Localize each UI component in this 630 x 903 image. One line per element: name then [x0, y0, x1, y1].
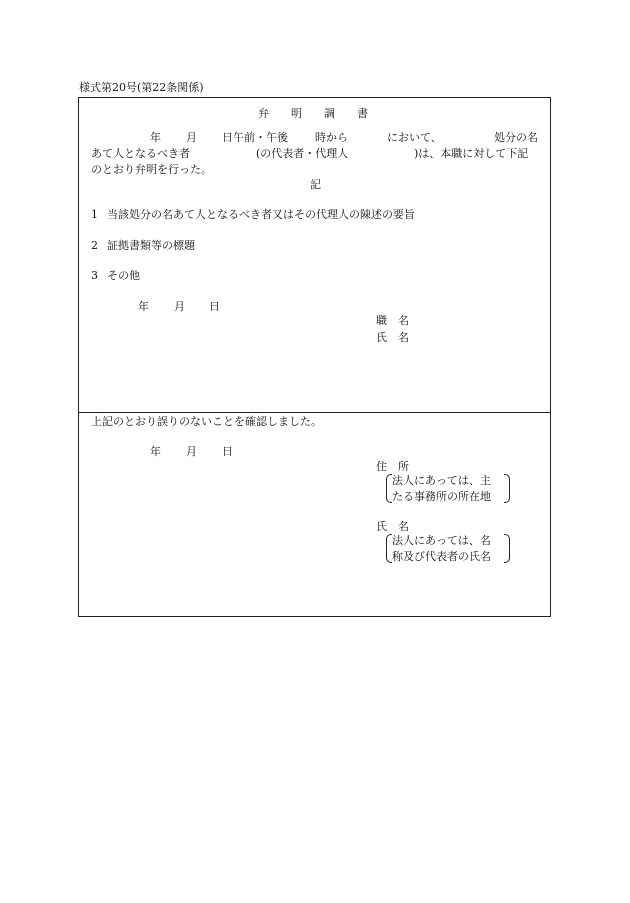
lower-date-day: 日: [222, 445, 233, 458]
name-note-line-1: 法人にあっては、名: [392, 534, 491, 547]
intro-year: 年: [150, 131, 161, 144]
signer-name-label: 氏 名: [376, 520, 409, 533]
address-note-line-1: 法人にあっては、主: [392, 474, 491, 487]
upper-date-month: 月: [174, 300, 185, 313]
intro-close: )は、本職に対して下記: [414, 147, 529, 160]
item-3-text: その他: [107, 269, 140, 282]
name-bracket-right: [504, 534, 510, 563]
document-title: 弁 明 調 書: [258, 107, 368, 120]
address-note-line-2: たる事務所の所在地: [392, 490, 491, 503]
intro-line-3: のとおり弁明を行った。: [91, 163, 212, 176]
official-title-label: 職 名: [376, 314, 409, 327]
signer-address-label: 住 所: [376, 460, 409, 473]
lower-date-year: 年: [150, 445, 161, 458]
item-2-text: 証拠書類等の標題: [107, 239, 195, 252]
official-name-label: 氏 名: [376, 331, 409, 344]
address-bracket-right: [504, 474, 510, 503]
intro-day-ampm: 日午前・午後: [222, 131, 288, 144]
item-1-number: 1: [91, 208, 98, 221]
intro-time: 時から: [315, 131, 348, 144]
intro-place: において、: [387, 131, 442, 144]
section-divider: [78, 412, 551, 413]
confirmation-text: 上記のとおり誤りのないことを確認しました。: [91, 415, 322, 428]
name-note-line-2: 称及び代表者の氏名: [392, 550, 491, 563]
intro-month: 月: [186, 131, 197, 144]
item-2-number: 2: [91, 239, 98, 252]
upper-date-day: 日: [209, 300, 220, 313]
intro-addressee: あて人となるべき者: [91, 147, 190, 160]
item-1-text: 当該処分の名あて人となるべき者又はその代理人の陳述の要旨: [107, 208, 415, 221]
intro-representative: (の代表者・代理人: [256, 147, 349, 160]
item-3-number: 3: [91, 269, 98, 282]
lower-date-month: 月: [186, 445, 197, 458]
ki-heading: 記: [310, 178, 321, 191]
form-number: 様式第20号(第22条関係): [79, 81, 204, 94]
intro-disposition: 処分の名: [494, 131, 538, 144]
upper-date-year: 年: [138, 300, 149, 313]
